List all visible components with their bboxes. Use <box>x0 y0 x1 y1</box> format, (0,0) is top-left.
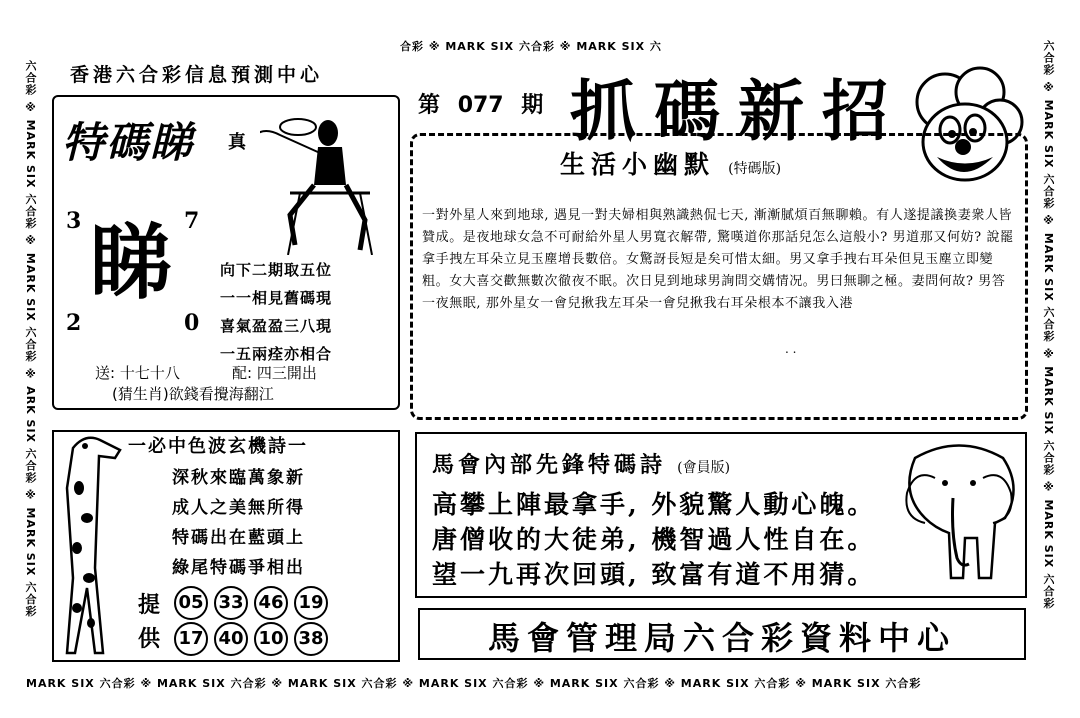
numbers-bottom-row <box>174 622 334 656</box>
humor-title <box>560 145 781 181</box>
woman-figure-icon <box>260 105 390 255</box>
number-ball: 05 <box>174 586 208 620</box>
digit-top-right: 7 <box>184 208 200 234</box>
special-line: 喜氣盈盈三八現 <box>220 317 333 335</box>
poem-line: 成人之美無所得 <box>172 498 305 518</box>
special-line: 一五兩痊亦相合 <box>220 345 333 363</box>
special-line: 向下二期取五位 <box>220 261 333 279</box>
footer-banner: 馬會管理局六合彩資料中心 <box>487 619 956 657</box>
number-ball: 46 <box>254 586 288 620</box>
numbers-top-row <box>174 586 334 620</box>
special-send: 送: 十七十八 <box>95 364 180 382</box>
number-ball: 19 <box>294 586 328 620</box>
poem-title: 一必中色波玄機詩一 <box>128 436 308 457</box>
poem-label-bottom: 供 <box>138 626 161 652</box>
number-ball: 40 <box>214 622 248 656</box>
elephant-icon <box>895 438 1023 588</box>
vanguard-title <box>432 448 730 479</box>
poem-line: 特碼出在藍頭上 <box>172 528 305 548</box>
vanguard-lines <box>432 487 875 592</box>
poem-lines <box>172 463 305 583</box>
issue-suffix: 期 <box>521 92 544 118</box>
humor-dots: . . <box>785 342 797 356</box>
humor-title-text: 生活小幽默 <box>560 150 716 179</box>
border-bottom: MARK SIX 六合彩 ※ MARK SIX 六合彩 ※ MARK SIX 六合彩 ※ MARK SIX 六合彩 ※ MARK SIX 六合彩 ※ MARK SIX 六合彩 ※ MARK SIX 六合彩 <box>26 677 922 690</box>
number-ball: 38 <box>294 622 328 656</box>
border-top: 合彩 ※ MARK SIX 六合彩 ※ MARK SIX 六 <box>400 40 662 53</box>
border-right: 六合彩 ※ MARK SIX 六合彩 ※ MARK SIX 六合彩 ※ MARK SIX 六合彩 ※ MARK SIX 六合彩 <box>1042 40 1055 610</box>
poem-label-top: 提 <box>138 592 161 618</box>
digit-bottom-right: 0 <box>184 310 200 336</box>
main-title: 抓碼新招 <box>570 72 906 150</box>
vanguard-line: 唐僧收的大徒弟, 機智過人性自在。 <box>432 525 876 554</box>
issue-number: 077 <box>457 93 504 118</box>
issue-prefix: 第 <box>418 92 441 118</box>
special-subtitle: 真 <box>228 132 246 153</box>
vanguard-tag: (會員版) <box>677 460 731 476</box>
vanguard-line: 望一九再次回頭, 致富有道不用猜。 <box>432 560 876 589</box>
special-riddle: (猜生肖)欲錢看攪海翻江 <box>112 385 274 403</box>
special-lines <box>220 256 332 368</box>
humor-text: 一對外星人來到地球, 遇見一對夫婦相與熟識熱侃七天, 漸漸膩煩百無聊賴。有人遂提議換妻衆人皆贊成。是夜地球女急不可耐給外星人男寬衣解帶, 驚嘆道你那話兒怎么這般小? 男道那又何妨? 說罷拿手拽左耳朵立見玉塵增長數倍。女驚訝長短是矣可惜太細。男又拿手拽右耳朵但見玉塵立即變粗。女大喜交歡無數次徹夜不眠。次日見到地球男詢問交媾情况。男曰無聊之極。妻問何故? 男答一夜無眠, 那外星女一會兒揪我左耳朵一會兒揪我右耳朵根本不讓我入港 <box>422 208 1014 311</box>
number-ball: 10 <box>254 622 288 656</box>
issue <box>418 88 543 119</box>
digit-bottom-left: 2 <box>66 310 82 336</box>
vanguard-title-text: 馬會內部先鋒特碼詩 <box>432 452 667 478</box>
giraffe-icon <box>55 428 135 658</box>
special-match: 配: 四三開出 <box>232 364 317 382</box>
number-ball: 17 <box>174 622 208 656</box>
vanguard-line: 高攀上陣最拿手, 外貌驚人動心魄。 <box>432 490 876 519</box>
border-left: 六合彩 ※ MARK SIX 六合彩 ※ MARK SIX 六合彩 ※ ARK SIX 六合彩 ※ MARK SIX 六合彩 <box>24 60 37 618</box>
special-title: 特碼睇 <box>62 118 195 167</box>
humor-tag: (特碼版) <box>728 161 782 177</box>
poem-line: 深秋來臨萬象新 <box>172 468 305 488</box>
special-big-char: 睇 <box>90 215 173 311</box>
center-name: 香港六合彩信息預測中心 <box>70 64 324 86</box>
number-ball: 33 <box>214 586 248 620</box>
digit-top-left: 3 <box>66 208 82 234</box>
poem-line: 綠尾特碼爭相出 <box>172 558 305 578</box>
special-line: 一一相見舊碼現 <box>220 289 333 307</box>
